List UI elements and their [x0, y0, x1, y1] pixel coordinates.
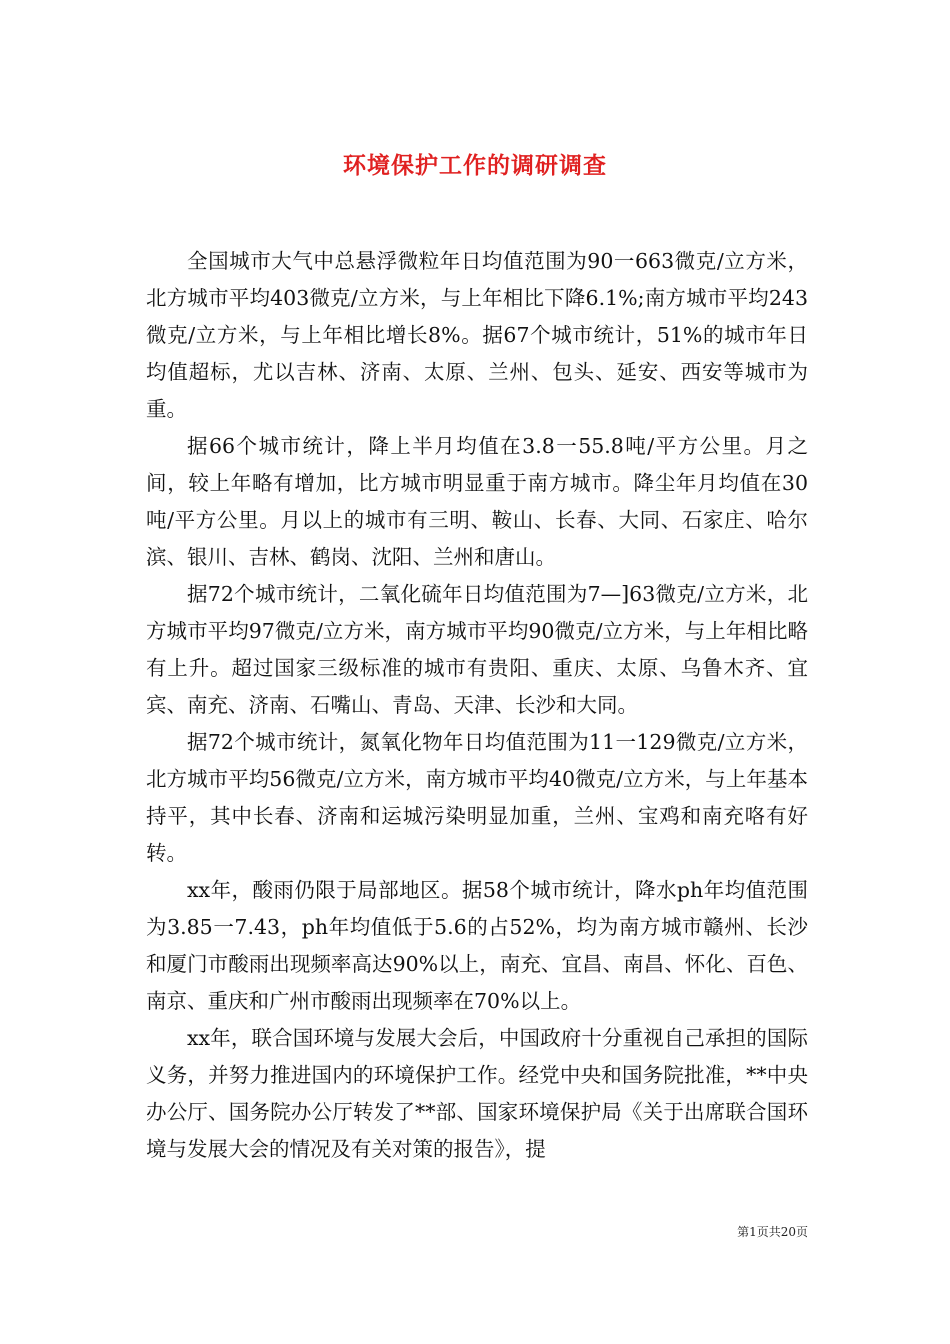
paragraph: 据72个城市统计，二氧化硫年日均值范围为7—]63微克/立方米，北方城市平均97微克/立方米，南方城市平均90微克/立方米，与上年相比略有上升。超过国家三级标准的城市有贵阳、重庆、太原、乌鲁木齐、宜宾、南充、济南、石嘴山、青岛、天津、长沙和大同。: [146, 582, 808, 717]
paragraph: 据72个城市统计，氮氧化物年日均值范围为11一129微克/立方米，北方城市平均56微克/立方米，南方城市平均40微克/立方米，与上年基本持平，其中长春、济南和运城污染明显加重，兰州、宝鸡和南充咯有好转。: [146, 730, 808, 865]
document-body: [146, 243, 808, 1168]
paragraph: xx年，酸雨仍限于局部地区。据58个城市统计，降水ph年均值范围为3.85一7.43，ph年均值低于5.6的占52%，均为南方城市赣州、长沙和厦门市酸雨出现频率高达90%以上，南充、宜昌、南昌、怀化、百色、南京、重庆和广州市酸雨出现频率在70%以上。: [146, 878, 808, 1013]
paragraph: xx年，联合国环境与发展大会后，中国政府十分重视自己承担的国际义务，并努力推进国内的环境保护工作。经党中央和国务院批准，**中央办公厅、国务院办公厅转发了**部、国家环境保护局《关于出席联合国环境与发展大会的情况及有关对策的报告》，提: [146, 1026, 808, 1161]
paragraph: 全国城市大气中总悬浮微粒年日均值范围为90一663微克/立方米，北方城市平均403微克/立方米，与上年相比下降6.1%;南方城市平均243微克/立方米，与上年相比增长8%。据67个城市统计，51%的城市年日均值超标，尤以吉林、济南、太原、兰州、包头、延安、西安等城市为重。: [146, 249, 808, 421]
page-number: 第1页共20页: [737, 1225, 808, 1239]
paragraph: 据66个城市统计，降上半月均值在3.8一55.8吨/平方公里。月之间，较上年略有增加，比方城市明显重于南方城市。降尘年月均值在30吨/平方公里。月以上的城市有三明、鞍山、长春、大同、石家庄、哈尔滨、银川、吉林、鹤岗、沈阳、兰州和唐山。: [146, 434, 808, 569]
document-title: 环境保护工作的调研调查: [343, 152, 607, 180]
